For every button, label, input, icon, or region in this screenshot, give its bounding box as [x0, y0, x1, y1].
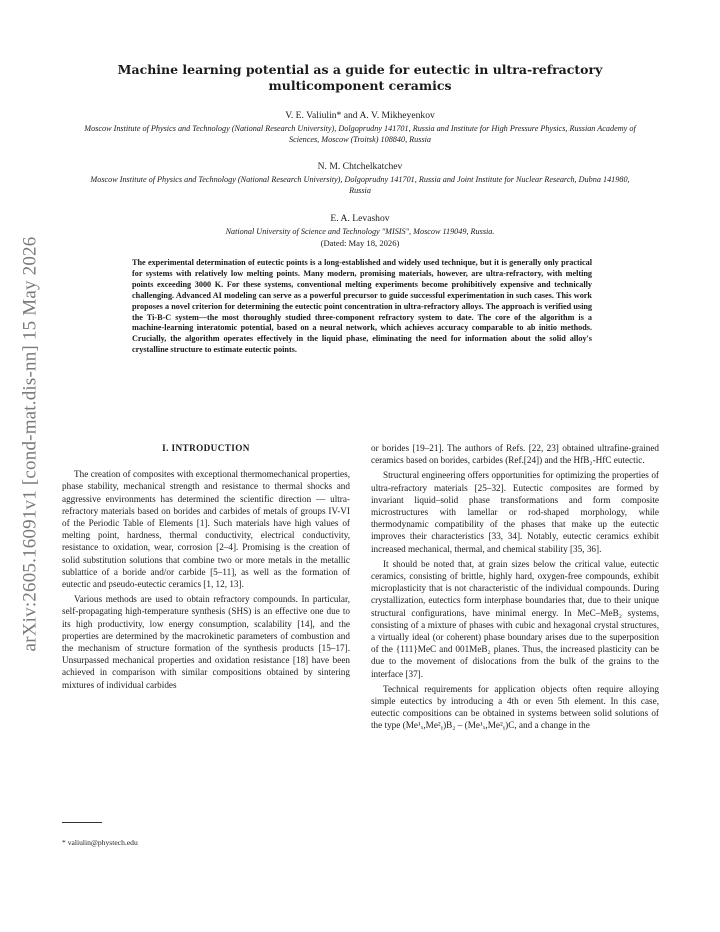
right-column — [371, 442, 659, 735]
paragraph: The creation of composites with exceptional thermomechanical properties, phase stability, mechanical strength and resistance to thermal shocks and aggressive environments has determined the scientific direction — ultra-refractory materials based on borides and carbides of metals of groups IV-VI of the Periodic Table of Elements [1]. Such materials have high values of melting point, hardness, thermal conductivity, electrical conductivity, resistance to oxidation, wear, corrosion [2–4]. Promising is the creation of solid substitution solutions that combine two or more metals in the metallic sublattice of a boride and/or carbide [5–11], as well as the formation of eutectic and pseudo-eutectic ceramics [1, 12, 13]. — [62, 469, 350, 590]
arxiv-identifier: arXiv:2605.16091v1 [cond-mat.dis-nn] 15 May 2026 — [19, 236, 40, 652]
affiliation-1: Moscow Institute of Physics and Technology (National Research University), Dolgoprudny 141701, Russia and Institute for High Pressure Physics, Russian Academy of Sciences, Moscow (Troitsk) 108840, Russia — [84, 124, 636, 144]
paragraph: Various methods are used to obtain refractory compounds. In particular, self-propagating high-temperature synthesis (SHS) is an effective one due to its high productivity, low energy consumption, scalability [14], and the properties are determined by the macrokinetic parameters of combustion and the mechanism of structure formation of the synthesis products [15–17]. Unsurpassed mechanical properties and oxidation resistance [18] have been achieved in comparison with similar compositions obtained by sintering mixtures of individual carbides — [62, 594, 350, 690]
abstract: The experimental determination of eutectic points is a long-established and widely used technique, but it is generally only practical for systems with relatively low melting points. Many modern, promising materials, however, are ultra-refractory, with melting points exceeding 3000 K. For these systems, conventional melting experiments become prohibitively expensive and technically challenging. Advanced AI modeling can serve as a powerful precursor to guide successful experimentation in such cases. This work proposes a novel criterion for determining the eutectic point concentration in ultra-refractory alloys. The approach is verified using the Ti-B-C system—the most thoroughly studied three-component refractory system to date. The core of the algorithm is a machine-learning interatomic potential, based on a neural network, which achieves accuracy comparable to ab initio methods. Crucially, the algorithm operates effectively in the liquid phase, eliminating the need for information about the solid alloy's crystalline structure to estimate eutectic points. — [132, 258, 592, 355]
dated-line: (Dated: May 18, 2026) — [320, 238, 400, 248]
paragraph: Technical requirements for application objects often require alloying simple eutectics by introducing a 4th or even 5th element. In this case, eutectic compositions can be obtained in systems between solid solutions of the type (Me¹ₓ,Me²ᵧ)B₂ – (Me¹ₓ,Me²ᵧ)C, and a change in the — [371, 683, 659, 731]
footnote-email: * valiulin@phystech.edu — [62, 838, 138, 847]
paragraph: or borides [19–21]. The authors of Refs. [22, 23] obtained ultrafine-grained ceramics based on borides, carbides (Ref.[24]) and the HfB₂-HfC eutectic. — [371, 443, 659, 466]
left-column — [62, 442, 350, 694]
author-line-1: V. E. Valiulin* and A. V. Mikheyenkov — [285, 110, 435, 121]
paper-title: Machine learning potential as a guide for eutectic in ultra-refractory multicomponent ceramics — [117, 62, 603, 93]
paragraph: It should be noted that, at grain sizes below the critical value, eutectic ceramics, consisting of brittle, highly hard, oxygen-free compounds, exhibit microplasticity that is not characteristic of the individual compounds. During crystallization, eutectics form interphase boundaries that, due to their unique structural configurations, have minimal energy. In MeC–MeB₂ systems, consisting of a mixture of phases with cubic and hexagonal crystal structures, a virtually ideal (or coherent) phase boundary arises due to the superposition of the {111}MeC and 001MeB₂ planes. Thus, the increased plasticity can be due to the movement of dislocations from the bulk of the grains to the interface [37]. — [371, 558, 659, 679]
footnote-rule — [62, 822, 102, 823]
affiliation-3: National University of Science and Technology "MISIS", Moscow 119049, Russia. — [225, 227, 495, 236]
arxiv-identifier-stamp — [18, 208, 42, 680]
paragraph: Structural engineering offers opportunities for optimizing the properties of ultra-refractory materials [25–32]. Eutectic composites are formed by invariant liquid–solid phase transformations and form composite microstructures with lamellar or rod-shaped morphology, while thermodynamic compatibility of the phases that make up the eutectic improves their characteristics [33, 34]. Notably, eutectic ceramics exhibit increased mechanical, thermal, and chemical stability [35, 36]. — [371, 470, 659, 554]
affiliation-2: Moscow Institute of Physics and Technology (National Research University), Dolgoprudny 141701, Russia and Joint Institute for Nuclear Research, Dubna 141980, Russia — [90, 175, 630, 195]
author-line-3: E. A. Levashov — [330, 213, 390, 224]
author-line-2: N. M. Chtchelkatchev — [317, 161, 403, 172]
section-heading: I. INTRODUCTION — [162, 443, 250, 453]
